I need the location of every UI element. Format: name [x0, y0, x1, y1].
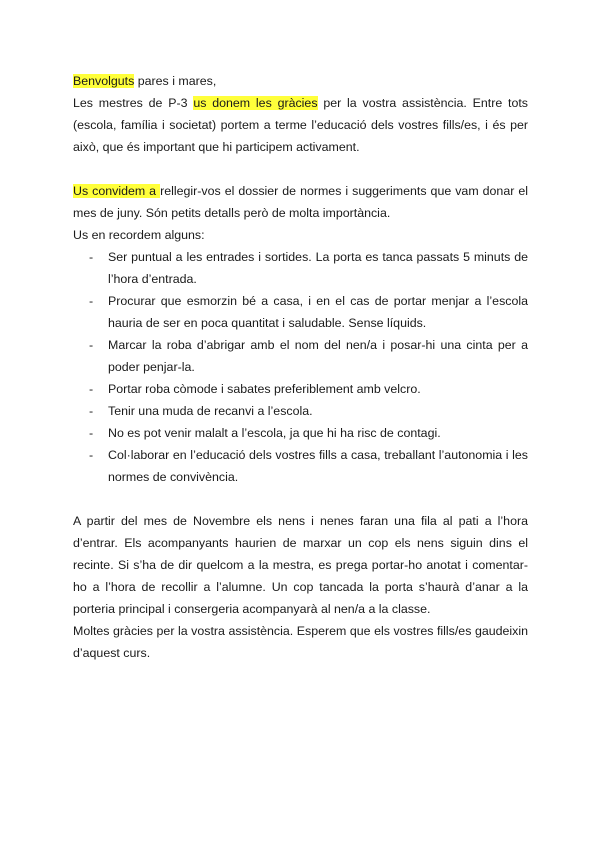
paragraph-closing: Moltes gràcies per la vostra assistència. Esperem que els vostres fills/es gaudeixin d’aquest curs. — [73, 624, 528, 660]
paragraph-thanks — [73, 92, 528, 158]
paragraph-thanks-highlight: us donem les gràcies — [193, 96, 318, 110]
list-bullet: - — [89, 448, 94, 462]
greeting — [73, 70, 528, 92]
paragraph-spacer — [73, 488, 528, 510]
list-item — [73, 422, 528, 444]
paragraph-invitation — [73, 180, 528, 224]
list-item — [73, 290, 528, 334]
list-item — [73, 246, 528, 290]
list-bullet: - — [89, 426, 94, 440]
greeting-rest: pares i mares, — [134, 74, 217, 88]
list-item-text: Procurar que esmorzin bé a casa, i en el cas de portar menjar a l’escola hauria de ser en poca quantitat i saludable. Sense líquids. — [108, 294, 528, 330]
reminders-list — [73, 246, 528, 488]
paragraph-invitation-after: rellegir-vos el dossier de normes i suggeriments que vam donar el mes de juny. Són petits detalls però de molta importància. — [73, 184, 528, 220]
list-item — [73, 378, 528, 400]
list-item-text: Col·laborar en l’educació dels vostres fills a casa, treballant l’autonomia i les normes de convivència. — [108, 448, 528, 484]
paragraph-spacer — [73, 158, 528, 180]
list-item-text: No es pot venir malalt a l’escola, ja que hi ha risc de contagi. — [108, 426, 441, 440]
list-item-text: Marcar la roba d’abrigar amb el nom del nen/a i posar-hi una cinta per a poder penjar-la. — [108, 338, 528, 374]
list-item-text: Tenir una muda de recanvi a l’escola. — [108, 404, 313, 418]
list-item — [73, 444, 528, 488]
list-bullet: - — [89, 294, 94, 308]
list-item — [73, 400, 528, 422]
paragraph-november: A partir del mes de Novembre els nens i nenes faran una fila al pati a l’hora d’entrar. Els acompanyants haurien de marxar un cop els nens siguin dins el recinte. Si s’ha de dir quelcom a la mestra, es prega portar-ho anotat i comentar-ho a l’hora de recollir a l’alumne. Un cop tancada la porta s’haurà d’anar a la porteria principal i consergeria acompanyarà al nen/a a la classe. — [73, 514, 528, 616]
list-bullet: - — [89, 250, 94, 264]
list-item-text: Ser puntual a les entrades i sortides. La porta es tanca passats 5 minuts de l’hora d’entrada. — [108, 250, 528, 286]
greeting-highlight: Benvolguts — [73, 74, 135, 88]
list-bullet: - — [89, 338, 94, 352]
list-bullet: - — [89, 382, 94, 396]
list-bullet: - — [89, 404, 94, 418]
paragraph-invitation-highlight: Us convidem a — [73, 184, 161, 198]
list-intro: Us en recordem alguns: — [73, 228, 205, 242]
paragraph-thanks-after: per la vostra assistència. Entre tots (escola, família i societat) portem a terme l’educació dels vostres fills/es, i és per això, que és important que hi participem activament. — [73, 96, 528, 154]
list-item — [73, 334, 528, 378]
paragraph-thanks-before: Les mestres de P-3 — [73, 96, 194, 110]
list-item-text: Portar roba còmode i sabates preferiblement amb velcro. — [108, 382, 421, 396]
